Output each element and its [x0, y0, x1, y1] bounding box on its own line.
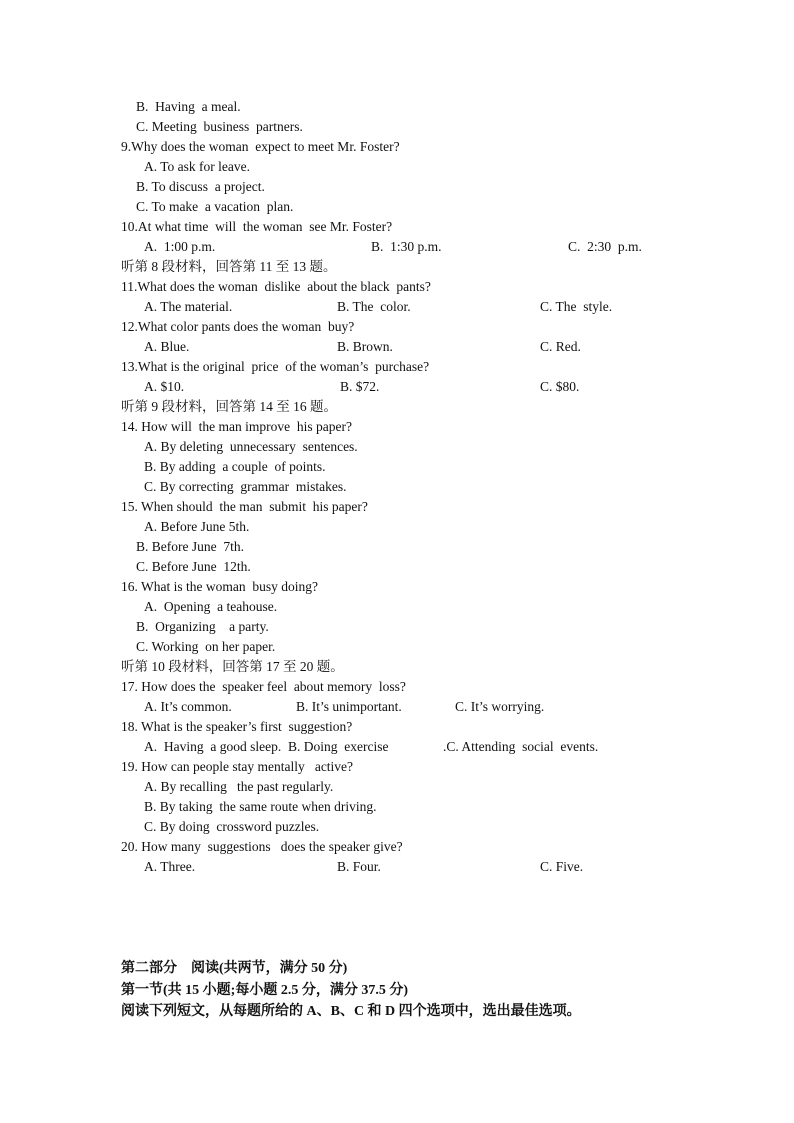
- q20-option-c: C. Five.: [540, 859, 584, 874]
- q17-option-c: C. It’s worrying.: [455, 699, 545, 714]
- q8-option-b: B. Having a meal.: [136, 99, 241, 114]
- q12-option-b: B. Brown.: [337, 339, 393, 354]
- q15-option-a: A. Before June 5th.: [144, 519, 250, 534]
- q15-option-b: B. Before June 7th.: [136, 539, 244, 554]
- q19-option-b: B. By taking the same route when driving.: [144, 799, 377, 814]
- q13-option-c: C. $80.: [540, 379, 580, 394]
- q13-option-a: A. $10.: [144, 379, 185, 394]
- q12-option-c: C. Red.: [540, 339, 581, 354]
- q16-option-b: B. Organizing a party.: [136, 619, 269, 634]
- q17-option-a: A. It’s common.: [144, 699, 232, 714]
- q15-option-c: C. Before June 12th.: [136, 559, 251, 574]
- question-17: 17. How does the speaker feel about memory loss?: [121, 679, 406, 694]
- q14-option-b: B. By adding a couple of points.: [144, 459, 326, 474]
- q9-option-a: A. To ask for leave.: [144, 159, 251, 174]
- question-15: 15. When should the man submit his paper?: [121, 499, 368, 514]
- question-14: 14. How will the man improve his paper?: [121, 419, 352, 434]
- q11-option-b: B. The color.: [337, 299, 411, 314]
- q10-option-a: A. 1:00 p.m.: [144, 239, 216, 254]
- q8-option-c: C. Meeting business partners.: [136, 119, 303, 134]
- q17-option-b: B. It’s unimportant.: [296, 699, 402, 714]
- question-11: 11.What does the woman dislike about the black pants?: [121, 279, 431, 294]
- q9-option-c: C. To make a vacation plan.: [136, 199, 294, 214]
- q10-option-b: B. 1:30 p.m.: [371, 239, 442, 254]
- q14-option-a: A. By deleting unnecessary sentences.: [144, 439, 358, 454]
- q13-option-b: B. $72.: [340, 379, 380, 394]
- question-12: 12.What color pants does the woman buy?: [121, 319, 355, 334]
- q14-option-c: C. By correcting grammar mistakes.: [144, 479, 347, 494]
- q11-option-c: C. The style.: [540, 299, 613, 314]
- q9-option-b: B. To discuss a project.: [136, 179, 265, 194]
- part-two-heading: 第二部分 阅读(共两节，满分 50 分): [121, 961, 348, 976]
- q19-option-a: A. By recalling the past regularly.: [144, 779, 334, 794]
- q16-option-c: C. Working on her paper.: [136, 639, 276, 654]
- section-instruction-8: 听第 8 段材料，回答第 11 至 13 题。: [121, 259, 337, 274]
- section-instruction-10: 听第 10 段材料，回答第 17 至 20 题。: [121, 659, 344, 674]
- section-one-heading: 第一节(共 15 小题;每小题 2.5 分，满分 37.5 分): [121, 983, 408, 998]
- q11-option-a: A. The material.: [144, 299, 233, 314]
- q18-option-c: .C. Attending social events.: [443, 739, 599, 754]
- section-instruction-9: 听第 9 段材料，回答第 14 至 16 题。: [121, 399, 337, 414]
- question-13: 13.What is the original price of the woman’s purchase?: [121, 359, 430, 374]
- q10-option-c: C. 2:30 p.m.: [568, 239, 642, 254]
- question-20: 20. How many suggestions does the speaker give?: [121, 839, 403, 854]
- question-19: 19. How can people stay mentally active?: [121, 759, 354, 774]
- q20-option-a: A. Three.: [144, 859, 196, 874]
- q12-option-a: A. Blue.: [144, 339, 190, 354]
- question-10: 10.At what time will the woman see Mr. Foster?: [121, 219, 393, 234]
- q20-option-b: B. Four.: [337, 859, 381, 874]
- question-16: 16. What is the woman busy doing?: [121, 579, 318, 594]
- reading-instruction: 阅读下列短文，从每题所给的 A、B、C 和 D 四个选项中，选出最佳选项。: [121, 1004, 581, 1019]
- q18-options-a-b: A. Having a good sleep. B. Doing exercise: [144, 739, 389, 754]
- question-18: 18. What is the speaker’s first suggestion?: [121, 719, 353, 734]
- q16-option-a: A. Opening a teahouse.: [144, 599, 278, 614]
- question-9: 9.Why does the woman expect to meet Mr. Foster?: [121, 139, 400, 154]
- q19-option-c: C. By doing crossword puzzles.: [144, 819, 320, 834]
